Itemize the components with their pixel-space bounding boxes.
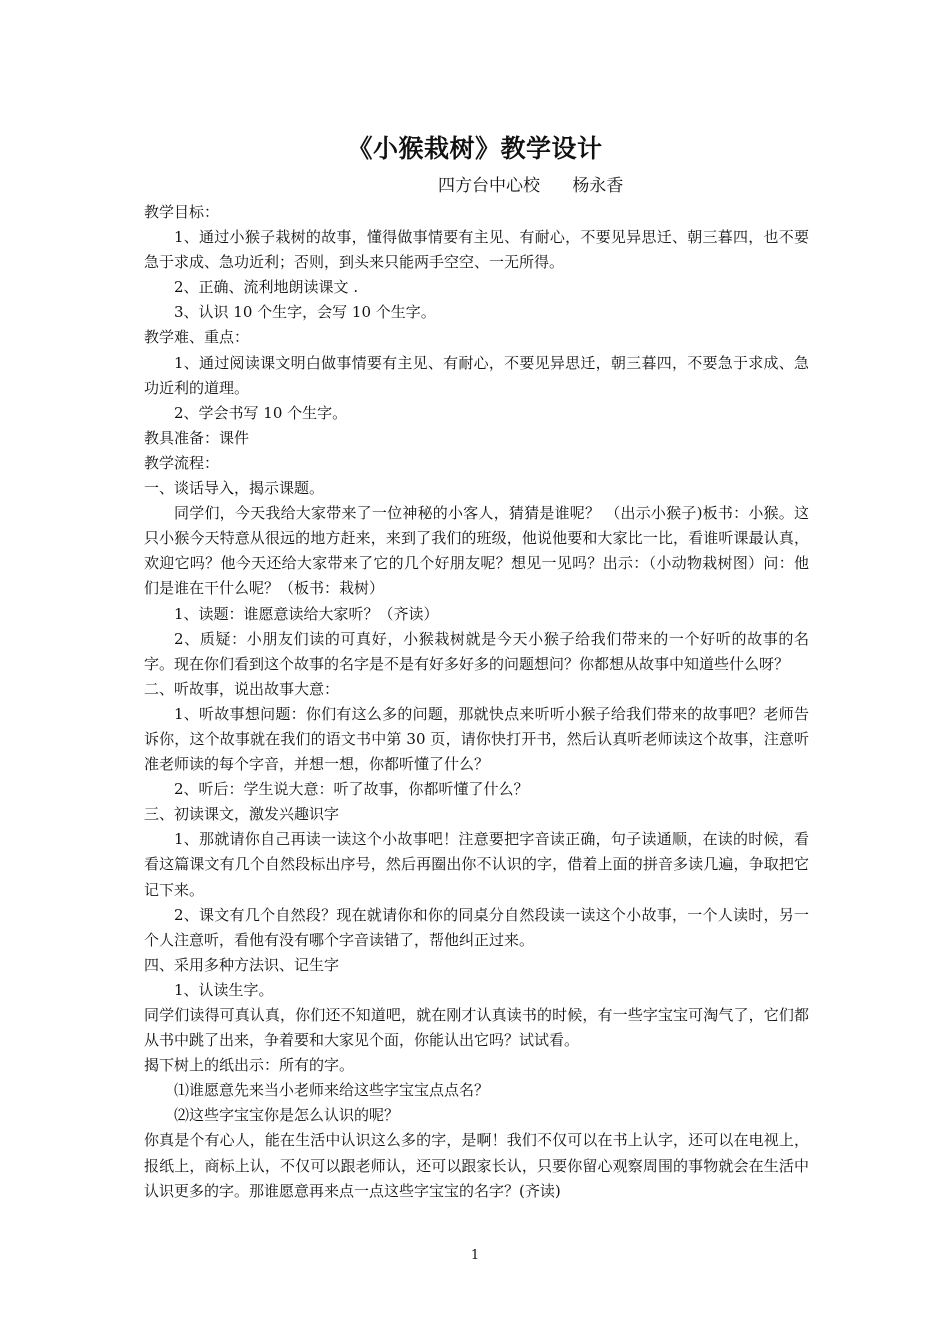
paragraph: 1、读题：谁愿意读给大家听？（齐读） [174, 604, 439, 623]
paragraph: 2、正确、流利地朗读课文 . [174, 278, 359, 297]
paragraph: 3、认识 10 个生字，会写 10 个生字。 [174, 303, 436, 322]
document-body [144, 200, 809, 1204]
document-title: 《小猴栽树》教学设计 [347, 134, 603, 163]
paragraph: ⑵这些字宝宝你是怎么认识的呢？ [174, 1106, 400, 1125]
paragraph: 教学目标： [144, 203, 220, 221]
paragraph: 2、质疑：小朋友们读的可真好，小猴栽树就是今天小猴子给我们带来的一个好听的故事的名字。现在你们看到这个故事的名字是不是有好多好多的问题想问？你都想从故事中知道些什么呀？ [144, 629, 809, 673]
author-line: 四方台中心校 杨永香 [438, 176, 624, 196]
paragraph: 1、认读生字。 [174, 980, 274, 999]
section-heading: 三、初读课文，激发兴趣识字 [144, 805, 340, 824]
paragraph: 2、听后：学生说大意：听了故事，你都听懂了什么？ [174, 780, 529, 799]
paragraph: 教学流程： [144, 453, 220, 472]
paragraph: 1、通过小猴子栽树的故事，懂得做事情要有主见、有耐心，不要见异思迁、朝三暮四，也不要急于求成、急功近利；否则，到头来只能两手空空、一无所得。 [144, 228, 809, 272]
section-heading: 二、听故事，说出故事大意： [144, 679, 340, 698]
section-heading: 四、采用多种方法识、记生字 [144, 955, 340, 974]
paragraph: 教具准备：课件 [144, 428, 250, 447]
paragraph: 教学难、重点： [144, 328, 250, 347]
paragraph: 1、听故事想问题：你们有这么多的问题，那就快点来听听小猴子给我们带来的故事吧？老师告诉你，这个故事就在我们的语文书中第 30 页，请你快打开书，然后认真听老师读这个故事，注意听准老师读的每个字音，并想一想，你都听懂了什么？ [144, 704, 809, 774]
paragraph: 2、学会书写 10 个生字。 [174, 403, 348, 422]
paragraph: 同学们，今天我给大家带来了一位神秘的小客人，猜猜是谁呢？ （出示小猴子)板书：小猴。这只小猴今天特意从很远的地方赶来，来到了我们的班级，他说他要和大家比一比，看谁听课最认真，欢迎它吗？他今天还给大家带来了它的几个好朋友呢？想见一见吗？出示：（小动物栽树图）问：他们是谁在干什么呢？（板书：栽树） [144, 504, 809, 598]
section-heading: 一、谈话导入，揭示课题。 [144, 479, 325, 498]
paragraph: ⑴谁愿意先来当小老师来给这些字宝宝点点名？ [174, 1081, 490, 1100]
paragraph: 1、那就请你自己再读一读这个小故事吧！注意要把字音读正确，句子读通顺，在读的时候，看看这篇课文有几个自然段标出序号，然后再圈出你不认识的字，借着上面的拼音多读几遍，争取把它记下来。 [144, 830, 809, 899]
paragraph: 2、课文有几个自然段？现在就请你和你的同桌分自然段读一读这个小故事，一个人读时，另一个人注意听，看他有没有哪个字音读错了，帮他纠正过来。 [144, 905, 809, 949]
paragraph: 揭下树上的纸出示：所有的字。 [144, 1056, 355, 1075]
paragraph: 同学们读得可真认真，你们还不知道吧，就在刚才认真读书的时候，有一些字宝宝可淘气了，它们都从书中跳了出来，争着要和大家见个面，你能认出它吗？试试看。 [144, 1006, 809, 1050]
paragraph: 1、通过阅读课文明白做事情要有主见、有耐心，不要见异思迁，朝三暮四，不要急于求成、急功近利的道理。 [144, 353, 809, 397]
paragraph: 你真是个有心人，能在生活中认识这么多的字，是啊！我们不仅可以在书上认字，还可以在电视上，报纸上，商标上认，不仅可以跟老师认，还可以跟家长认，只要你留心观察周围的事物就会在生活中认识更多的字。那谁愿意再来点一点这些字宝宝的名字？(齐读) [144, 1131, 809, 1200]
page-number: 1 [470, 1248, 480, 1263]
